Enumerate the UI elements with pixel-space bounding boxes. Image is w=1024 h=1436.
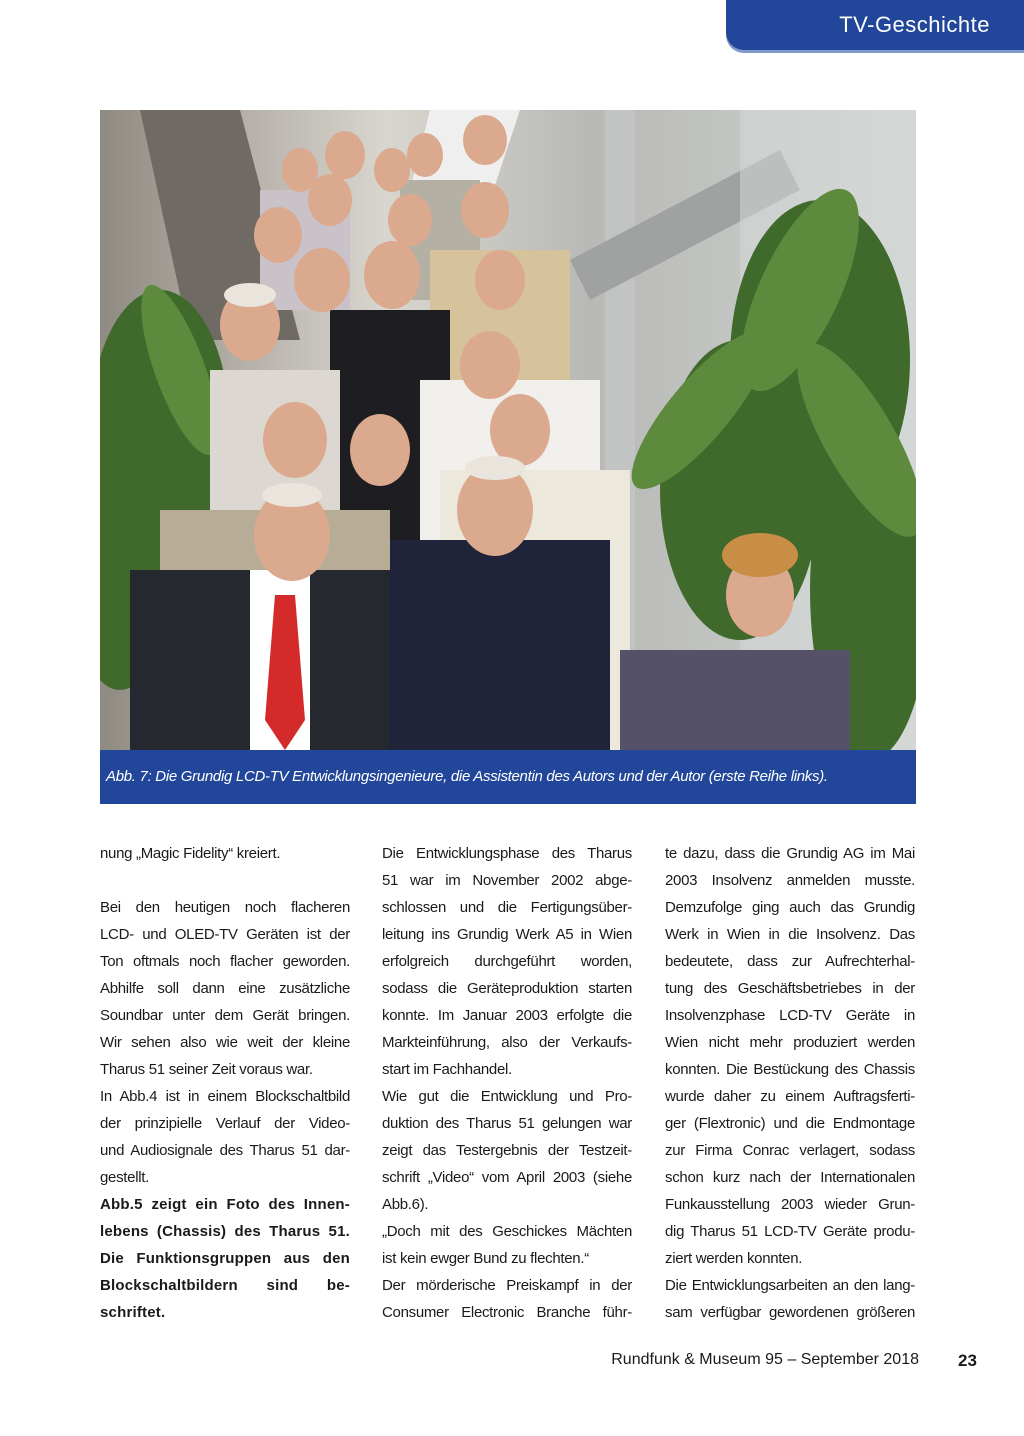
photo-figure: [100, 110, 916, 804]
paragraph: Bei den heutigen noch flacheren LCD- und OLED-TV Geräten ist der Ton oftmals noch flacher geworden. Abhilfe soll dann eine zusätzliche Soundbar unter dem Gerät bringen. Wir sehen also wie weit der kleine Tharus 51 seiner Zeit voraus war.: [100, 899, 350, 1078]
paragraph: Der mörderische Preiskampf in der Consumer Electronic Branche führ-: [382, 1277, 632, 1321]
section-title: TV-Geschichte: [839, 12, 990, 37]
paragraph: Wie gut die Entwicklung und Pro- duktion des Tharus 51 gelungen war zeigt das Testergebnis der Testzeit- schrift „Video“ vom April 2003 (siehe Abb.6).: [382, 1088, 632, 1213]
paragraph: In Abb.4 ist in einem Blockschaltbild der prinzipielle Verlauf der Video- und Audiosignale des Tharus 51 dar- gestellt.: [100, 1088, 350, 1186]
page-number: 23: [958, 1351, 977, 1370]
quote: „Doch mit des Geschickes Mächten ist kein ewger Bund zu flechten.“: [382, 1223, 632, 1267]
paragraph: te dazu, dass die Grundig AG im Mai 2003 Insolvenz anmelden musste. Demzufolge ging auch das Grundig Werk in Wien in die Insolvenz. Das bedeutete, dass zur Aufrechterhal- tung des Geschäftsbetriebes in der Insolvenzphase LCD-TV Geräte in Wien nicht mehr produziert werden konnten. Die Bestückung des Chassis wurde daher zu einem Auftragsferti- ger (Flextronic) und die Endmontage zur Firma Conrac verlagert, sodass schon kurz nach der Internationalen Funkausstellung 2003 wieder Grun- dig Tharus 51 LCD-TV Geräte produ- ziert werden konnten.: [665, 845, 915, 1267]
paragraph: Die Entwicklungsarbeiten an den lang- sam verfügbar gewordenen größeren: [665, 1277, 915, 1321]
text-column-3: [665, 840, 915, 1326]
section-tab: [726, 0, 1024, 50]
figure-caption: Abb. 7: Die Grundig LCD-TV Entwicklungsingenieure, die Assistentin des Autors und der Autor (erste Reihe links).: [100, 750, 916, 804]
paragraph: Die Entwicklungsphase des Tharus 51 war im November 2002 abge- schlossen und die Fertigungsüber- leitung ins Grundig Werk A5 in Wien erfolgreich durchgeführt worden, sodass die Geräteproduktion starten konnte. Im Januar 2003 erfolgte die Markteinführung, also der Verkaufs- start im Fachhandel.: [382, 845, 632, 1078]
bold-paragraph: Abb.5 zeigt ein Foto des Innen- lebens (Chassis) des Tharus 51. Die Funktionsgruppen aus den Blockschaltbildern sind be- schriftet.: [100, 1196, 350, 1321]
text-column-2: [382, 840, 632, 1326]
group-photo: [100, 110, 916, 750]
publication-footer: Rundfunk & Museum 95 – September 2018: [611, 1351, 919, 1368]
paragraph: nung „Magic Fidelity“ kreiert.: [100, 845, 281, 862]
text-column-1: [100, 840, 350, 1326]
